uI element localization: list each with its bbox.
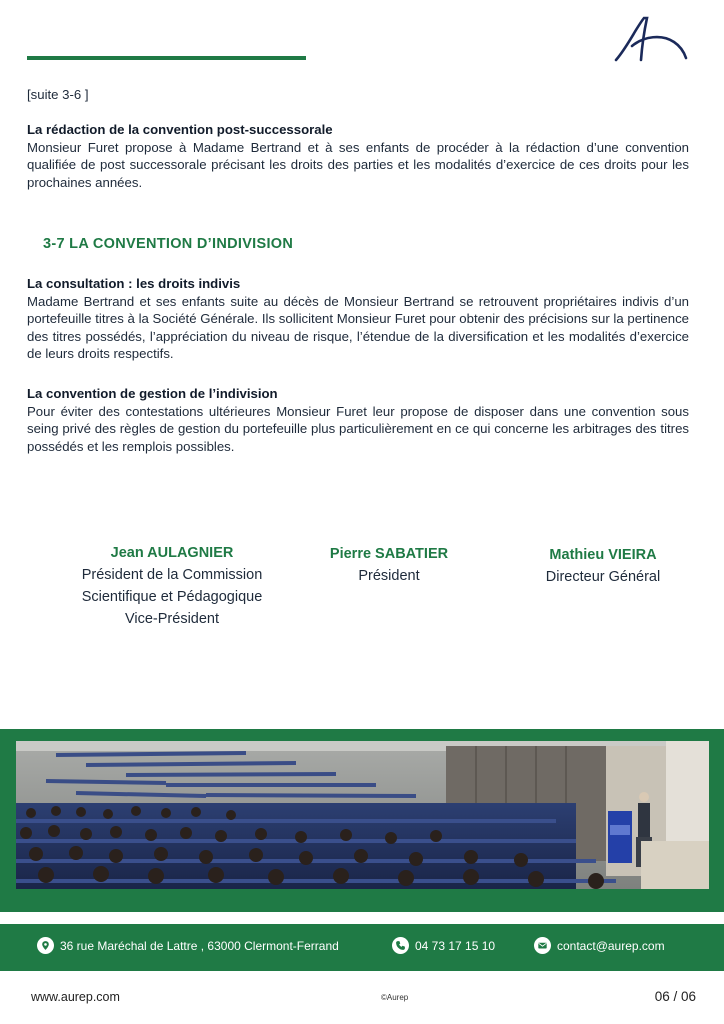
aurep-logo [614, 16, 690, 64]
photo-band [0, 729, 724, 912]
phone-icon [392, 937, 409, 954]
consultation-block [27, 275, 689, 363]
signatory-sabatier [310, 543, 468, 587]
footer-copyright: ©Aurep [381, 993, 409, 1002]
phone-text[interactable]: 04 73 17 15 10 [415, 938, 496, 953]
signatory-title-line: Directeur Général [545, 569, 661, 585]
gestion-block [27, 385, 689, 455]
signatory-vieira [516, 544, 690, 588]
header-rule [27, 56, 306, 60]
gestion-body: Pour éviter des contestations ultérieures Monsieur Furet leur propose de disposer dans une convention sous seing privé des règles de gestion du portefeuille plus particulièrement en ce qui concerne les arbitrages des titres possédés et les remplois possibles. [27, 403, 689, 454]
contact-band [0, 924, 724, 971]
post-successorale-body: Monsieur Furet propose à Madame Bertrand et à ses enfants de procéder à la rédaction d’une convention qualifiée de post successorale précisant les droits des parties et les modalités d’exercice de ces droits pour les prochaines années. [27, 139, 689, 190]
conference-photo [16, 741, 709, 889]
continuation-label: [suite 3-6 ] [27, 87, 89, 102]
page-number: 06 / 06 [654, 989, 696, 1004]
location-pin-icon [37, 937, 54, 954]
signatory-title-line: Vice-Président [124, 611, 220, 627]
signatory-title-line: Président [358, 568, 420, 584]
signatory-name: Mathieu VIEIRA [549, 547, 657, 563]
footer-website-link[interactable]: www.aurep.com [31, 990, 120, 1004]
signatory-name: Pierre SABATIER [329, 546, 449, 562]
email-text[interactable]: contact@aurep.com [557, 938, 665, 953]
consultation-body: Madame Bertrand et ses enfants suite au décès de Monsieur Bertrand se retrouvent propriétaires indivis d’un portefeuille titres à la Société Générale. Ils sollicitent Monsieur Furet pour obtenir des précisions sur la pertinence des titres possédés, l’appréciation du niveau de risque, l’étendue de la diversification et les modalités d’exercice de leurs droits respectifs. [27, 293, 689, 362]
gestion-heading: La convention de gestion de l’indivision [27, 386, 278, 401]
mail-icon [534, 937, 551, 954]
signatory-name: Jean AULAGNIER [110, 545, 234, 561]
address-text: 36 rue Maréchal de Lattre , 63000 Clermont-Ferrand [60, 938, 339, 953]
section-title: 3-7 LA CONVENTION D’INDIVISION [43, 236, 294, 252]
post-successorale-heading: La rédaction de la convention post-successorale [27, 122, 333, 137]
contact-email[interactable] [534, 937, 665, 954]
contact-phone[interactable] [392, 937, 495, 954]
signatory-title-line: Scientifique et Pédagogique [81, 589, 263, 605]
post-successorale-block [27, 121, 689, 191]
consultation-heading: La consultation : les droits indivis [27, 276, 241, 291]
contact-address [37, 937, 339, 954]
signatory-aulagnier [42, 542, 302, 630]
signatory-title-line: Président de la Commission [81, 567, 263, 583]
